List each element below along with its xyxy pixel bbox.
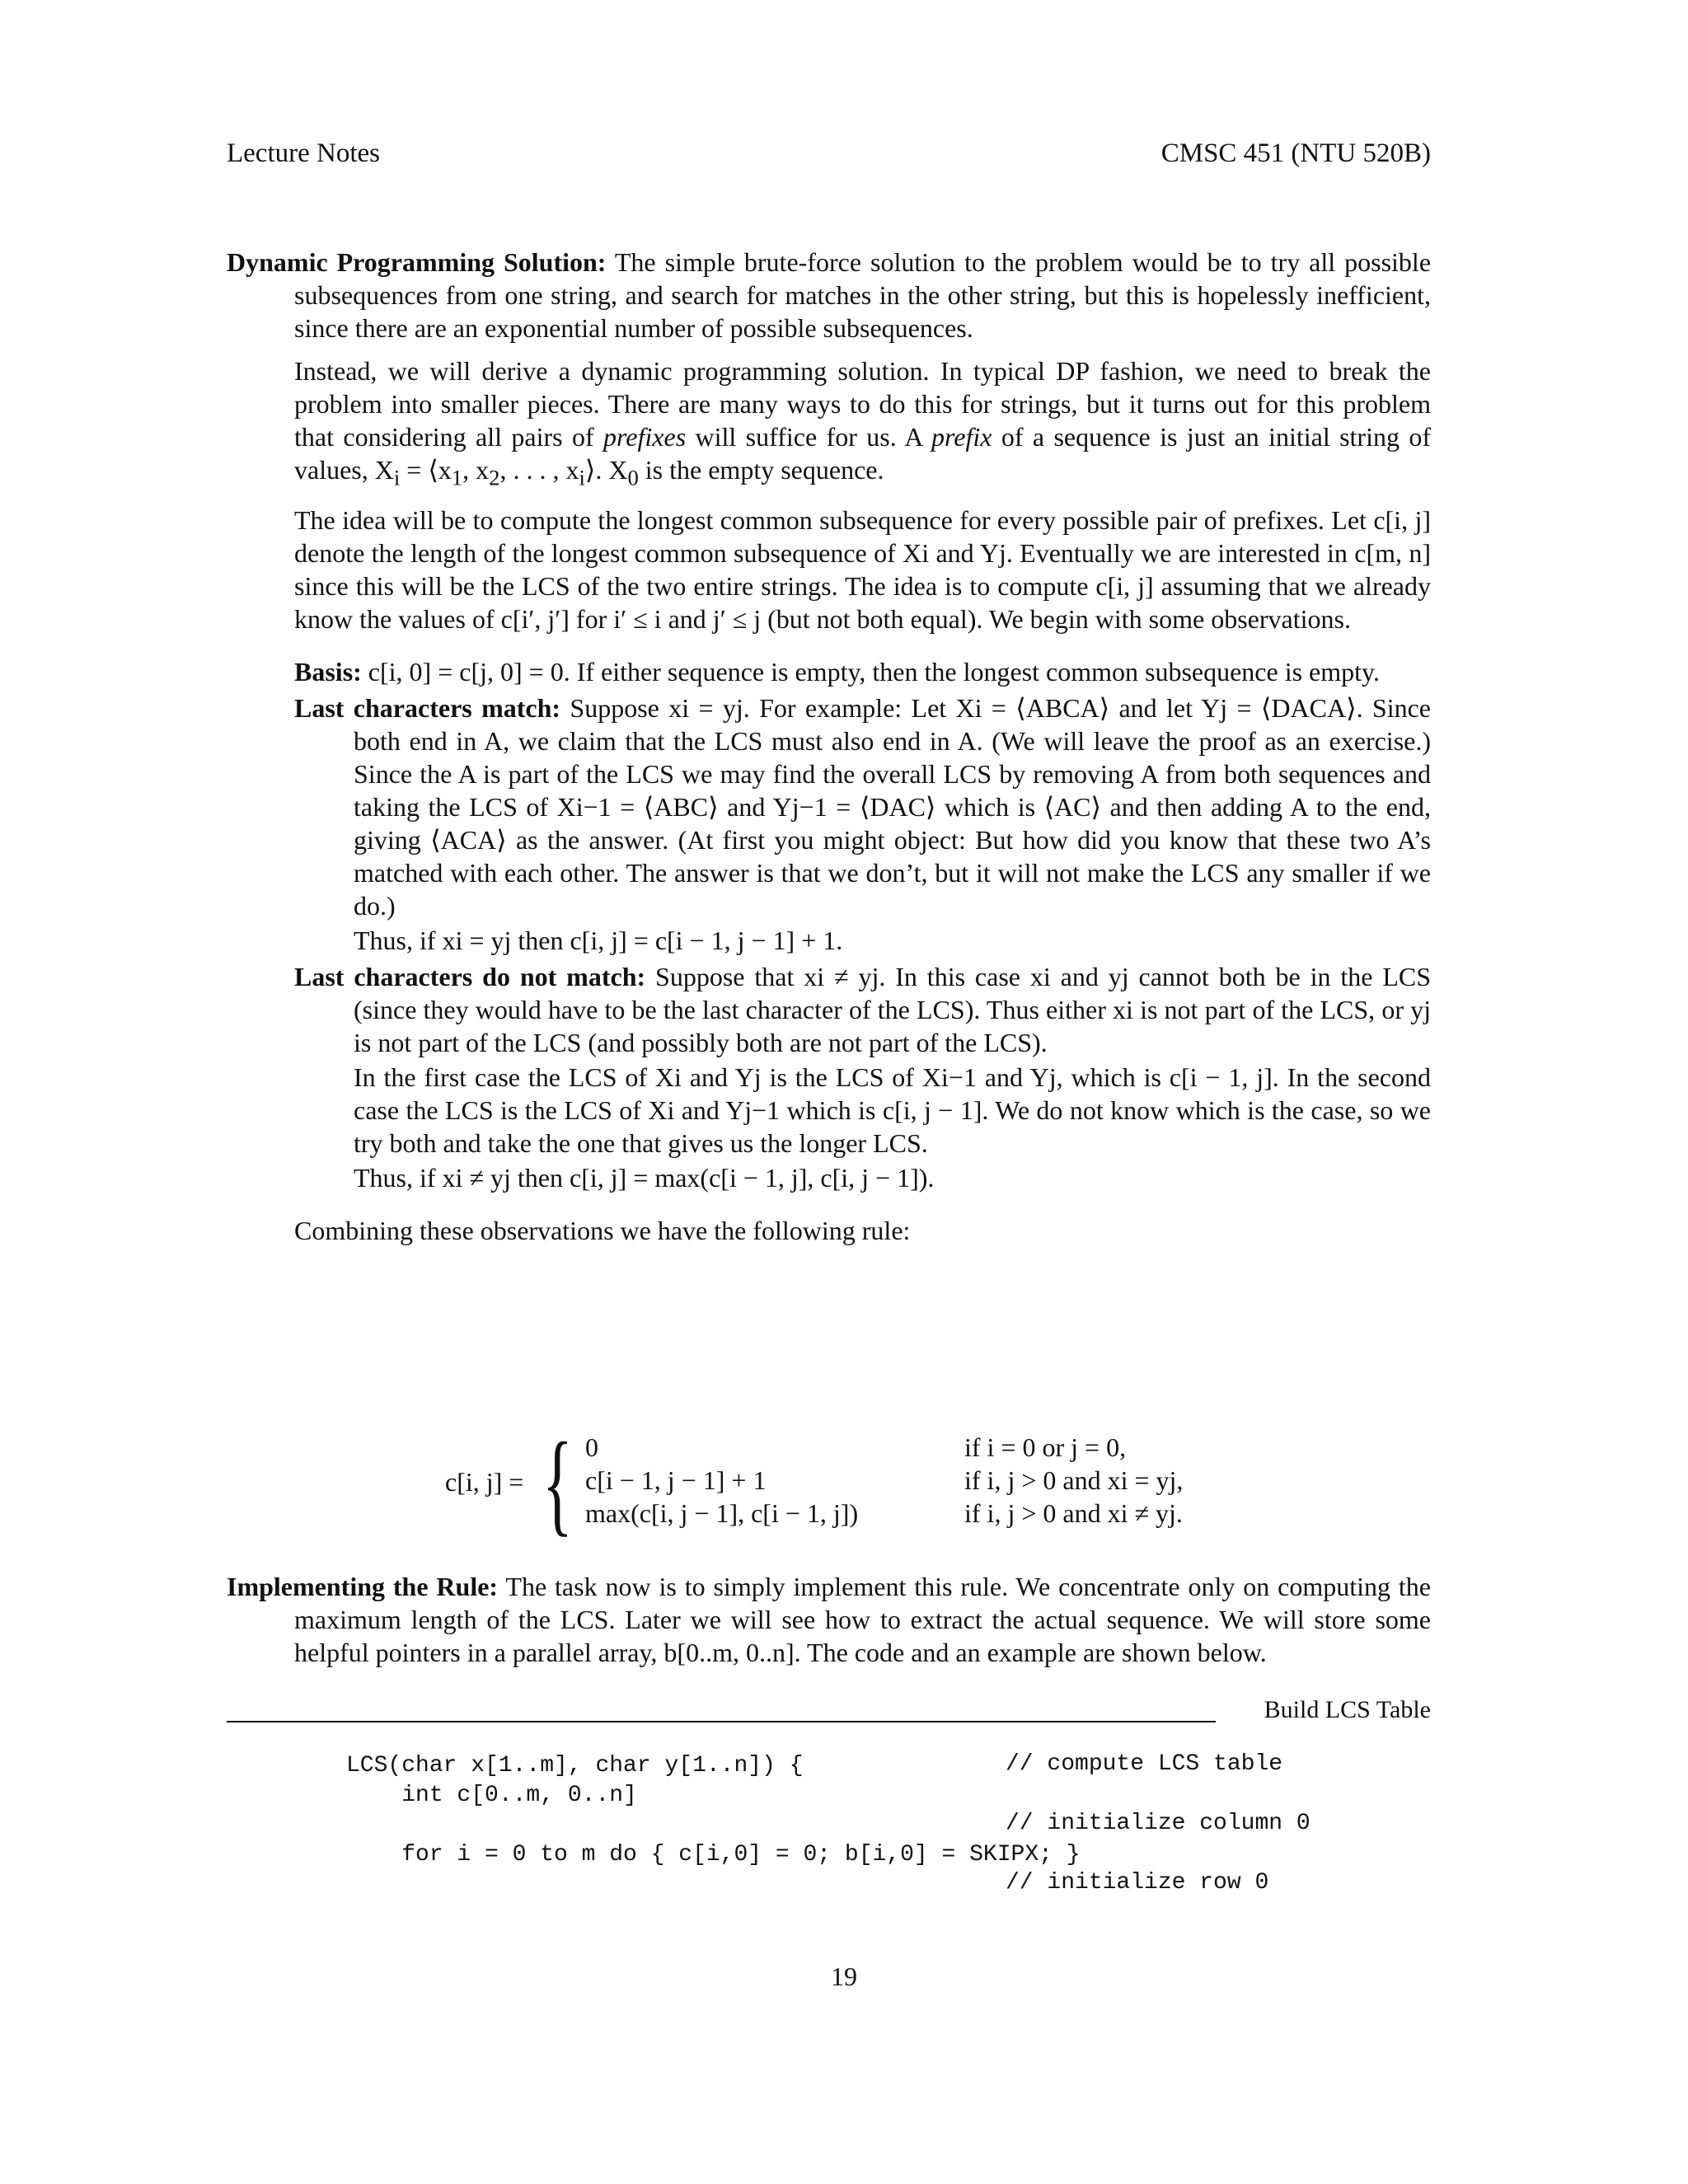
prefix-text-e: , x bbox=[462, 455, 490, 485]
equation-cond-3: if i, j > 0 and xi ≠ yj. bbox=[964, 1498, 1183, 1528]
dp-text: The simple brute-force solution to the problem would be to try all possible subsequences from one string, and search for matches in the other string, but this is hopelessly inefficient, since there are an exponential number of possible subsequences. bbox=[294, 247, 1432, 343]
prefix-text-c: of a sequence is just an initial string of values, X bbox=[294, 422, 1432, 485]
prefix-text-a: Instead, we will derive a dynamic programming solution. In typical DP fashion, we need to break the problem into smaller pieces. There are many ways to do this for strings, but it turns out for this problem that considering all pairs of bbox=[294, 356, 1431, 452]
prefix-text-d: = ⟨x bbox=[400, 455, 452, 485]
prefix-paragraph: Instead, we will derive a dynamic programming solution. In typical DP fashion, we need to break the problem into smaller pieces. There are many ways to do this for strings, but it turns out for this problem that considering all pairs of prefixes will suffice for us. A prefix of a sequence is just an initial string of values, $X_i$ = $⟨x_1$, $x_2$, . . . , $x_i⟩$. $X_0$ is the empty sequence. bbox=[294, 356, 1432, 490]
code-title-rule bbox=[227, 1721, 1216, 1722]
observations-list bbox=[294, 655, 1431, 1194]
nomatch-text: Suppose that xi ≠ yj. In this case xi and yj cannot both be in the LCS (since they would have to be the last character of the LCS). Thus either xi is not part of the LCS, or yj is not part of the LCS (and possibly both are not part of the LCS). bbox=[354, 962, 1432, 1058]
prefix-em: prefix bbox=[931, 422, 992, 452]
nomatch-item bbox=[294, 960, 1431, 1059]
prefix-text-h: is the empty sequence. bbox=[638, 455, 884, 485]
code-comment-1: // compute LCS table bbox=[1006, 1751, 1283, 1777]
prefix-text-b: will suffice for us. A bbox=[686, 422, 932, 452]
equation-case-1: 0 bbox=[585, 1432, 598, 1462]
nomatch-paragraph: In the first case the LCS of Xi and Yj is the LCS of Xi−1 and Yj, which is c[i − 1, j]. In the second case the LCS is the LCS of Xi and Yj−1 which is c[i, j − 1]. We do not know which is the case, so we try both and take the one that gives us the longer LCS. bbox=[354, 1062, 1431, 1159]
header-right: CMSC 451 (NTU 520B) bbox=[1160, 138, 1431, 168]
equation-case-3: max(c[i, j − 1], c[i − 1, j]) bbox=[585, 1498, 859, 1528]
match-thus: Thus, if xi = yj then c[i, j] = c[i − 1, j − 1] + 1. bbox=[354, 926, 843, 956]
basis-item bbox=[294, 655, 1431, 688]
code-block bbox=[346, 1751, 1081, 1900]
nomatch-label: Last characters do not match: bbox=[294, 962, 646, 992]
equation-cond-2: if i, j > 0 and xi = yj, bbox=[964, 1465, 1184, 1495]
equation-cond-1: if i = 0 or j = 0, bbox=[964, 1432, 1127, 1462]
impl-paragraph bbox=[227, 1570, 1431, 1669]
prefix-text-f: , . . . , x bbox=[499, 455, 579, 485]
match-item bbox=[294, 691, 1431, 922]
code-line-2: int c[0..m, 0..n] bbox=[346, 1783, 637, 1808]
code-title: Build LCS Table bbox=[1264, 1696, 1431, 1723]
basis-label: Basis: bbox=[294, 657, 362, 687]
code-line-4: for i = 0 to m do { c[i,0] = 0; b[i,0] = SKIPX; } bbox=[346, 1842, 1081, 1868]
impl-text: The task now is to simply implement this rule. We concentrate only on computing the maximum length of the LCS. Later we will see how to extract the actual sequence. We will store some helpful pointers in a parallel array, b[0..m, 0..n]. The code and an example are shown below. bbox=[294, 1572, 1432, 1667]
main-content bbox=[227, 246, 1431, 1247]
code-line-1: LCS(char x[1..m], char y[1..n]) { bbox=[346, 1753, 804, 1779]
dp-heading: Dynamic Programming Solution: bbox=[227, 247, 607, 277]
combining-text: Combining these observations we have the following rule: bbox=[294, 1216, 911, 1246]
equation-case-2: c[i − 1, j − 1] + 1 bbox=[585, 1465, 767, 1495]
prefixes-em: prefixes bbox=[603, 422, 687, 452]
nomatch-thus: Thus, if xi ≠ yj then c[i, j] = max(c[i − 1, j], c[i, j − 1]). bbox=[354, 1163, 935, 1193]
equation-lhs: c[i, j] = bbox=[445, 1467, 524, 1497]
impl-heading: Implementing the Rule: bbox=[227, 1572, 499, 1601]
code-line-3 bbox=[346, 1811, 1081, 1840]
basis-text: c[i, 0] = c[j, 0] = 0. If either sequence is empty, then the longest common subsequence is empty. bbox=[368, 657, 1380, 687]
recurrence-equation bbox=[445, 1419, 1434, 1547]
dp-paragraph bbox=[227, 246, 1431, 344]
code-comment-5: // initialize row 0 bbox=[1006, 1870, 1269, 1896]
prefix-text-g: ⟩. X bbox=[584, 455, 628, 485]
match-label: Last characters match: bbox=[294, 693, 561, 724]
page-number: 19 bbox=[831, 1961, 857, 1991]
equation-brace: { bbox=[542, 1419, 573, 1547]
header-left: Lecture Notes bbox=[227, 138, 380, 168]
code-line-5 bbox=[346, 1870, 1081, 1900]
idea-paragraph: The idea will be to compute the longest common subsequence for every possible pair of prefixes. Let c[i, j] denote the length of the longest common subsequence of Xi and Yj. Eventually we are interested in c[m, n] since this will be the LCS of the two entire strings. The idea is to compute c[i, j] assuming that we already know the values of c[i′, j′] for i′ ≤ i and j′ ≤ j (but not both equal). We begin with some observations. bbox=[294, 505, 1431, 635]
impl-section bbox=[227, 1570, 1431, 1669]
code-comment-3: // initialize column 0 bbox=[1006, 1811, 1311, 1836]
match-text: Suppose xi = yj. For example: Let Xi = ⟨ABCA⟩ and let Yj = ⟨DACA⟩. Since both end in A, we claim that the LCS must also end in A. (We will leave the proof as an exercise.) Since the A is part of the LCS we may find the overall LCS by removing A from both sequences and taking the LCS of Xi−1 = ⟨ABC⟩ and Yj−1 = ⟨DAC⟩ which is ⟨AC⟩ and then adding A to the end, giving ⟨ACA⟩ as the answer. (At first you might object: But how did you know that these two A’s matched with each other. The answer is that we don’t, but it will not make the LCS any smaller if we do.) bbox=[354, 693, 1432, 921]
